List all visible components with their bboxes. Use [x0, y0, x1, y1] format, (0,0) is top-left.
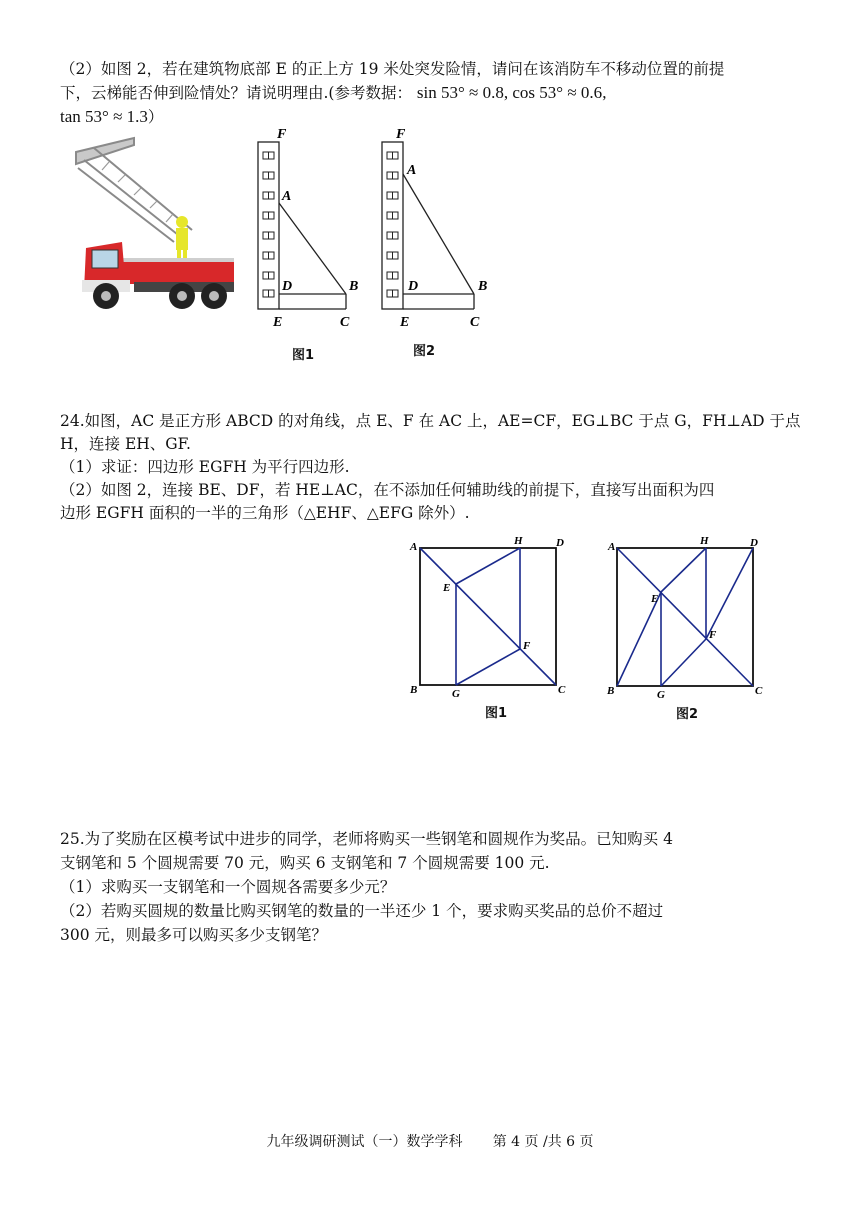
- sq1-label-F: F: [523, 640, 531, 652]
- sq1-label-B: B: [410, 684, 418, 696]
- sq2-label-A: A: [608, 541, 616, 553]
- footer-page-number: 第 4 页 /共 6 页: [492, 1134, 594, 1150]
- sq2-label-B: B: [607, 685, 615, 697]
- q23-part2-line2: 下，云梯能否伸到险情处？请说明理由.(参考数据： sin 53° ≈ 0.8, cos 53° ≈ 0.6,: [60, 83, 607, 102]
- sin-reference: sin 53° ≈ 0.8: [416, 83, 504, 102]
- sq1-label-A: A: [410, 541, 418, 553]
- fig1-label-C: C: [340, 315, 350, 330]
- sq1-label-G: G: [452, 688, 460, 700]
- square-figure-1: [402, 530, 578, 700]
- footer-exam-title: 九年级调研测试（一）数学学科: [266, 1134, 463, 1150]
- fig2-label-A: A: [407, 163, 417, 178]
- square-figure-caption-1: 图1: [485, 706, 508, 721]
- q24-line5: 边形 EGFH 面积的一半的三角形（△EHF、△EFG 除外）.: [60, 504, 470, 522]
- sq2-label-C: C: [755, 685, 763, 697]
- q24-line4: （2）如图 2，连接 BE、DF，若 HE⊥AC，在不添加任何辅助线的前提下，直接写出面积为四: [60, 481, 715, 499]
- q23-part2-line3: tan 53° ≈ 1.3）: [60, 107, 164, 126]
- fig2-label-B: B: [478, 279, 488, 294]
- figure-caption-2: 图2: [413, 344, 436, 359]
- sq1-label-C: C: [558, 684, 566, 696]
- fig1-label-A: A: [282, 189, 292, 204]
- fig2-label-E: E: [400, 315, 410, 330]
- fig1-label-E: E: [273, 315, 283, 330]
- fig2-label-C: C: [470, 315, 480, 330]
- cos-reference: cos 53° ≈ 0.6: [512, 83, 603, 102]
- sq2-label-G: G: [657, 689, 665, 701]
- sq1-label-E: E: [443, 582, 451, 594]
- q25-line2: 支钢笔和 5 个圆规需要 70 元，购买 6 支钢笔和 7 个圆规需要 100 元.: [60, 854, 550, 872]
- q25-line5: 300 元，则最多可以购买多少支钢笔？: [60, 926, 328, 944]
- square-figure-caption-2: 图2: [676, 707, 699, 722]
- sq1-label-D: D: [556, 537, 564, 549]
- q24-line1: 24.如图，AC 是正方形 ABCD 的对角线，点 E、F 在 AC 上，AE=CF，EG⊥BC 于点 G，FH⊥AD 于点: [60, 412, 801, 430]
- tan-reference: tan 53° ≈ 1.3: [60, 107, 148, 126]
- sq1-label-H: H: [514, 535, 523, 547]
- q23-part2-line1: （2）如图 2，若在建筑物底部 E 的正上方 19 米处突发险情，请问在该消防车不移动位置的前提: [60, 60, 725, 78]
- fig2-label-F: F: [396, 127, 406, 142]
- sq2-label-D: D: [750, 537, 758, 549]
- q25-line4: （2）若购买圆规的数量比购买钢笔的数量的一半还少 1 个，要求购买奖品的总价不超过: [60, 902, 664, 920]
- fig1-label-D: D: [282, 279, 293, 294]
- square-figure-2: [600, 530, 776, 702]
- page-footer: [0, 1131, 860, 1151]
- fig1-label-F: F: [277, 127, 287, 142]
- sq2-label-F: F: [709, 629, 717, 641]
- q25-line3: （1）求购买一支钢笔和一个圆规各需要多少元？: [60, 878, 396, 896]
- figure-caption-1: 图1: [292, 348, 315, 363]
- q23-part2-line2-text: 下，云梯能否伸到险情处？请说明理由.(参考数据：: [60, 84, 412, 102]
- q24-line2: H，连接 EH、GF.: [60, 435, 191, 453]
- sq2-label-H: H: [700, 535, 709, 547]
- building-figure-1: [250, 124, 370, 334]
- q25-line1: 25.为了奖励在区模考试中进步的同学，老师将购买一些钢笔和圆规作为奖品。已知购买 4: [60, 830, 673, 848]
- q24-line3: （1）求证：四边形 EGFH 为平行四边形.: [60, 458, 350, 476]
- fig2-label-D: D: [408, 279, 419, 294]
- building-figure-2: [374, 124, 494, 334]
- fig1-label-B: B: [349, 279, 359, 294]
- sq2-label-E: E: [651, 593, 659, 605]
- fire-truck-illustration: [64, 130, 244, 312]
